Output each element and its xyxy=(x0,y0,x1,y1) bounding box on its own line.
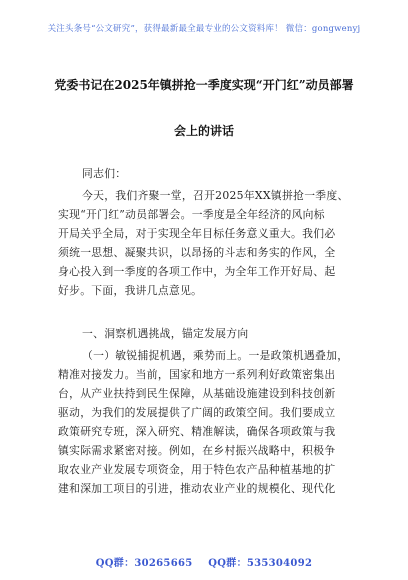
text-line: （一）敏锐捕捉机遇，乘势而上。一是政策机遇叠加， xyxy=(82,349,349,362)
text-line: 实现“开门红”动员部署会。一季度是全年经济的风向标 xyxy=(58,208,325,221)
header-banner: 关注头条号“公文研究”，获得最新最全最专业的公文资料库！ 微信：gongwenyj xyxy=(47,24,361,34)
text-line: 开局关乎全局，对于实现全年目标任务意义重大。我们必 xyxy=(58,227,336,240)
footer-contact xyxy=(0,554,408,569)
text-line: 身心投入到一季度的各项工作中，为全年工作开好局、起 xyxy=(58,265,336,278)
text-line: 台，从产业扶持到民生保障，从基础设施建设到科技创新 xyxy=(58,387,336,400)
text-line: 好步。下面，我讲几点意见。 xyxy=(58,284,203,297)
greeting: 同志们： xyxy=(82,167,127,180)
qq-group-2: QQ群：535304092 xyxy=(208,558,313,569)
text-line: 建和深加工项目的引进，推动农业产业的规模化、现代化 xyxy=(58,482,336,495)
text-line: 镇实际需求紧密对接。例如，在乡村振兴战略中，积极争 xyxy=(58,444,336,457)
text-line: 今天，我们齐聚一堂，召开2025年XX镇拼抢一季度、 xyxy=(82,189,349,202)
document-title-line-2: 会上的讲话 xyxy=(173,124,234,138)
document-title-line-1: 党委书记在2025年镇拼抢一季度实现“开门红”动员部署 xyxy=(54,78,354,92)
text-line: 政策研究专班，深入研究、精准解读，确保各项政策与我 xyxy=(58,425,336,438)
section-heading: 一、洞察机遇挑战，锚定发展方向 xyxy=(82,327,249,340)
text-line: 须统一思想、凝聚共识，以昂扬的斗志和务实的作风，全 xyxy=(58,246,336,259)
text-line: 取农业产业发展专项资金，用于特色农产品种植基地的扩 xyxy=(58,463,336,476)
text-line: 精准对接发力。当前，国家和地方一系列利好政策密集出 xyxy=(58,368,336,381)
paragraph-intro xyxy=(58,186,353,300)
text-line: 驱动，为我们的发展提供了广阔的政策空间。我们要成立 xyxy=(58,406,336,419)
qq-group-1: QQ群：30265665 xyxy=(95,558,193,569)
paragraph-opportunities xyxy=(58,346,353,498)
